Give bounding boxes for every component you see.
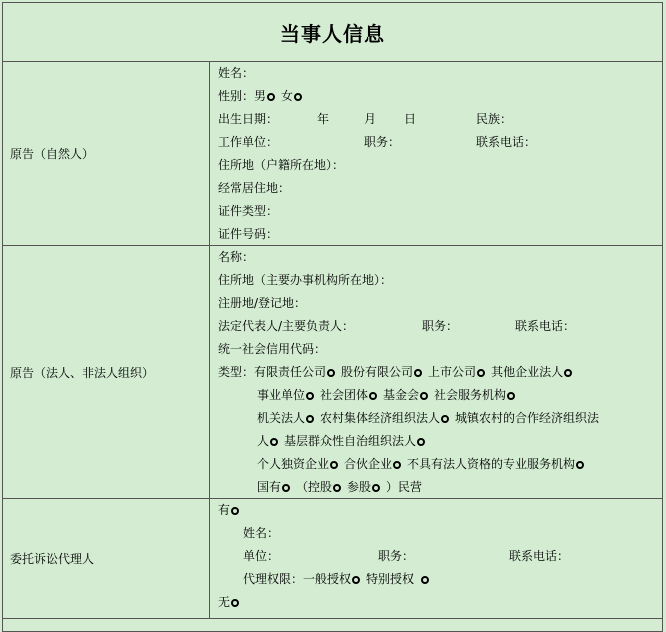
agent-unit-line xyxy=(243,545,643,567)
residence-field-label: 住所地（户籍所在地）： xyxy=(218,158,345,172)
org-plaintiff-section xyxy=(3,246,662,499)
agent-authority-line xyxy=(243,568,435,590)
birth-field-label: 出生日期： xyxy=(218,112,279,126)
type-social-service-label: 社会服务机构 xyxy=(434,388,507,402)
credit-code-line xyxy=(218,338,326,360)
credit-code-field-label: 统一社会信用代码： xyxy=(218,342,327,356)
org-plaintiff-label-cell xyxy=(3,246,210,498)
agent-yes-radio[interactable] xyxy=(231,507,239,515)
registered-field-label: 注册地/登记地： xyxy=(218,296,307,310)
type-llc-radio[interactable] xyxy=(327,369,335,377)
type-public-institution-radio[interactable] xyxy=(306,392,314,400)
id-number-line xyxy=(218,223,278,245)
type-line-4 xyxy=(257,430,431,452)
type-rural-collective-label: 农村集体经济组织法人 xyxy=(320,411,441,425)
org-plaintiff-label: 原告（法人、非法人组织） xyxy=(10,365,155,380)
birth-month-label: 月 xyxy=(364,112,377,126)
agent-unit-field-label: 单位： xyxy=(243,549,280,563)
type-coop-label-continued: 人 xyxy=(257,434,270,448)
agent-special-label: 特别授权 xyxy=(366,572,415,586)
type-organ-label: 机关法人 xyxy=(257,411,306,425)
birth-day-label: 日 xyxy=(404,112,417,126)
residence-line xyxy=(218,154,344,176)
type-sole-proprietorship-radio[interactable] xyxy=(330,461,338,469)
name-field-label: 姓名： xyxy=(218,66,255,80)
type-line-2 xyxy=(257,384,521,406)
type-listed-label: 上市公司 xyxy=(428,365,477,379)
ethnicity-field-label: 民族： xyxy=(476,112,513,126)
org-position-field-label: 职务： xyxy=(422,319,459,333)
registered-line xyxy=(218,292,306,314)
habitual-residence-field-label: 经常居住地： xyxy=(218,181,291,195)
agent-general-label: 一般授权 xyxy=(303,572,352,586)
phone-field-label: 联系电话： xyxy=(476,135,537,149)
natural-plaintiff-label: 原告（自然人） xyxy=(10,147,95,161)
type-partnership-radio[interactable] xyxy=(393,461,401,469)
gender-field-label: 性别： xyxy=(218,89,255,103)
legal-rep-line xyxy=(218,315,658,337)
type-grassroots-label: 基层群众性自治组织法人 xyxy=(284,434,417,448)
natural-plaintiff-section xyxy=(3,62,662,246)
type-state-owned-label: 国有 xyxy=(257,480,282,494)
type-holding-radio[interactable] xyxy=(333,484,341,492)
type-share-holding-label: 参股 xyxy=(347,480,372,494)
agent-name-field-label: 姓名： xyxy=(243,526,280,540)
agent-no-line xyxy=(218,591,245,613)
type-foundation-radio[interactable] xyxy=(420,392,428,400)
type-public-institution-label: 事业单位 xyxy=(257,388,306,402)
type-grassroots-radio[interactable] xyxy=(417,438,425,446)
agent-no-label: 无 xyxy=(218,595,231,609)
type-llc-label: 有限责任公司 xyxy=(254,365,327,379)
type-line-5 xyxy=(257,453,590,475)
type-line-1 xyxy=(218,361,578,383)
org-phone-field-label: 联系电话： xyxy=(515,319,576,333)
type-social-group-radio[interactable] xyxy=(369,392,377,400)
type-social-group-label: 社会团体 xyxy=(320,388,369,402)
natural-plaintiff-fields xyxy=(210,62,662,245)
type-holding-label: （控股 xyxy=(296,480,333,494)
type-coop-label: 城镇农村的合作经济组织法 xyxy=(455,411,600,425)
agent-phone-field-label: 联系电话： xyxy=(509,549,570,563)
agent-special-radio[interactable] xyxy=(421,576,429,584)
agent-fields xyxy=(210,499,662,618)
type-joint-stock-radio[interactable] xyxy=(414,369,422,377)
position-field-label: 职务： xyxy=(364,135,401,149)
agent-section xyxy=(3,499,662,619)
type-private-label: ）民营 xyxy=(386,480,423,494)
party-info-form xyxy=(2,2,663,632)
type-coop-radio[interactable] xyxy=(270,438,278,446)
gender-male-label: 男 xyxy=(254,89,267,103)
id-type-line xyxy=(218,200,278,222)
work-unit-field-label: 工作单位： xyxy=(218,135,279,149)
type-rural-collective-radio[interactable] xyxy=(441,415,449,423)
gender-line xyxy=(218,85,308,107)
agent-yes-label: 有 xyxy=(218,503,231,517)
title-row xyxy=(3,3,662,62)
type-other-enterprise-radio[interactable] xyxy=(564,369,572,377)
type-line-6 xyxy=(257,476,422,498)
type-organ-radio[interactable] xyxy=(306,415,314,423)
org-residence-line xyxy=(218,269,392,291)
type-foundation-label: 基金会 xyxy=(383,388,420,402)
type-field-label: 类型： xyxy=(218,365,255,379)
org-name-line xyxy=(218,246,254,268)
type-line-3 xyxy=(257,407,599,429)
type-state-owned-radio[interactable] xyxy=(282,484,290,492)
type-sole-proprietorship-label: 个人独资企业 xyxy=(257,457,330,471)
type-listed-radio[interactable] xyxy=(477,369,485,377)
work-line xyxy=(218,131,658,153)
agent-authority-field-label: 代理权限： xyxy=(243,572,304,586)
legal-rep-field-label: 法定代表人/主要负责人： xyxy=(218,319,355,333)
birth-year-label: 年 xyxy=(317,112,330,126)
type-joint-stock-label: 股份有限公司 xyxy=(341,365,414,379)
id-number-field-label: 证件号码： xyxy=(218,227,279,241)
gender-female-label: 女 xyxy=(281,89,294,103)
org-plaintiff-fields xyxy=(210,246,662,498)
type-partnership-label: 合伙企业 xyxy=(344,457,393,471)
agent-no-radio[interactable] xyxy=(231,599,239,607)
agent-position-field-label: 职务： xyxy=(378,549,415,563)
org-name-field-label: 名称： xyxy=(218,250,255,264)
id-type-field-label: 证件类型： xyxy=(218,204,279,218)
page-title: 当事人信息 xyxy=(280,21,385,46)
natural-plaintiff-label-cell xyxy=(3,62,210,245)
agent-yes-line xyxy=(218,499,245,521)
type-other-enterprise-label: 其他企业法人 xyxy=(491,365,564,379)
type-unincorporated-service-radio[interactable] xyxy=(576,461,584,469)
agent-label: 委托诉讼代理人 xyxy=(10,552,95,566)
agent-label-cell xyxy=(3,499,210,618)
type-social-service-radio[interactable] xyxy=(507,392,515,400)
type-unincorporated-service-label: 不具有法人资格的专业服务机构 xyxy=(407,457,576,471)
agent-general-radio[interactable] xyxy=(352,576,360,584)
org-residence-field-label: 住所地（主要办事机构所在地）： xyxy=(218,273,393,287)
gender-female-radio[interactable] xyxy=(294,93,302,101)
birth-line xyxy=(218,108,658,130)
type-share-holding-radio[interactable] xyxy=(372,484,380,492)
name-line xyxy=(218,62,254,84)
habitual-residence-line xyxy=(218,177,290,199)
gender-male-radio[interactable] xyxy=(267,93,275,101)
agent-name-line xyxy=(243,522,279,544)
